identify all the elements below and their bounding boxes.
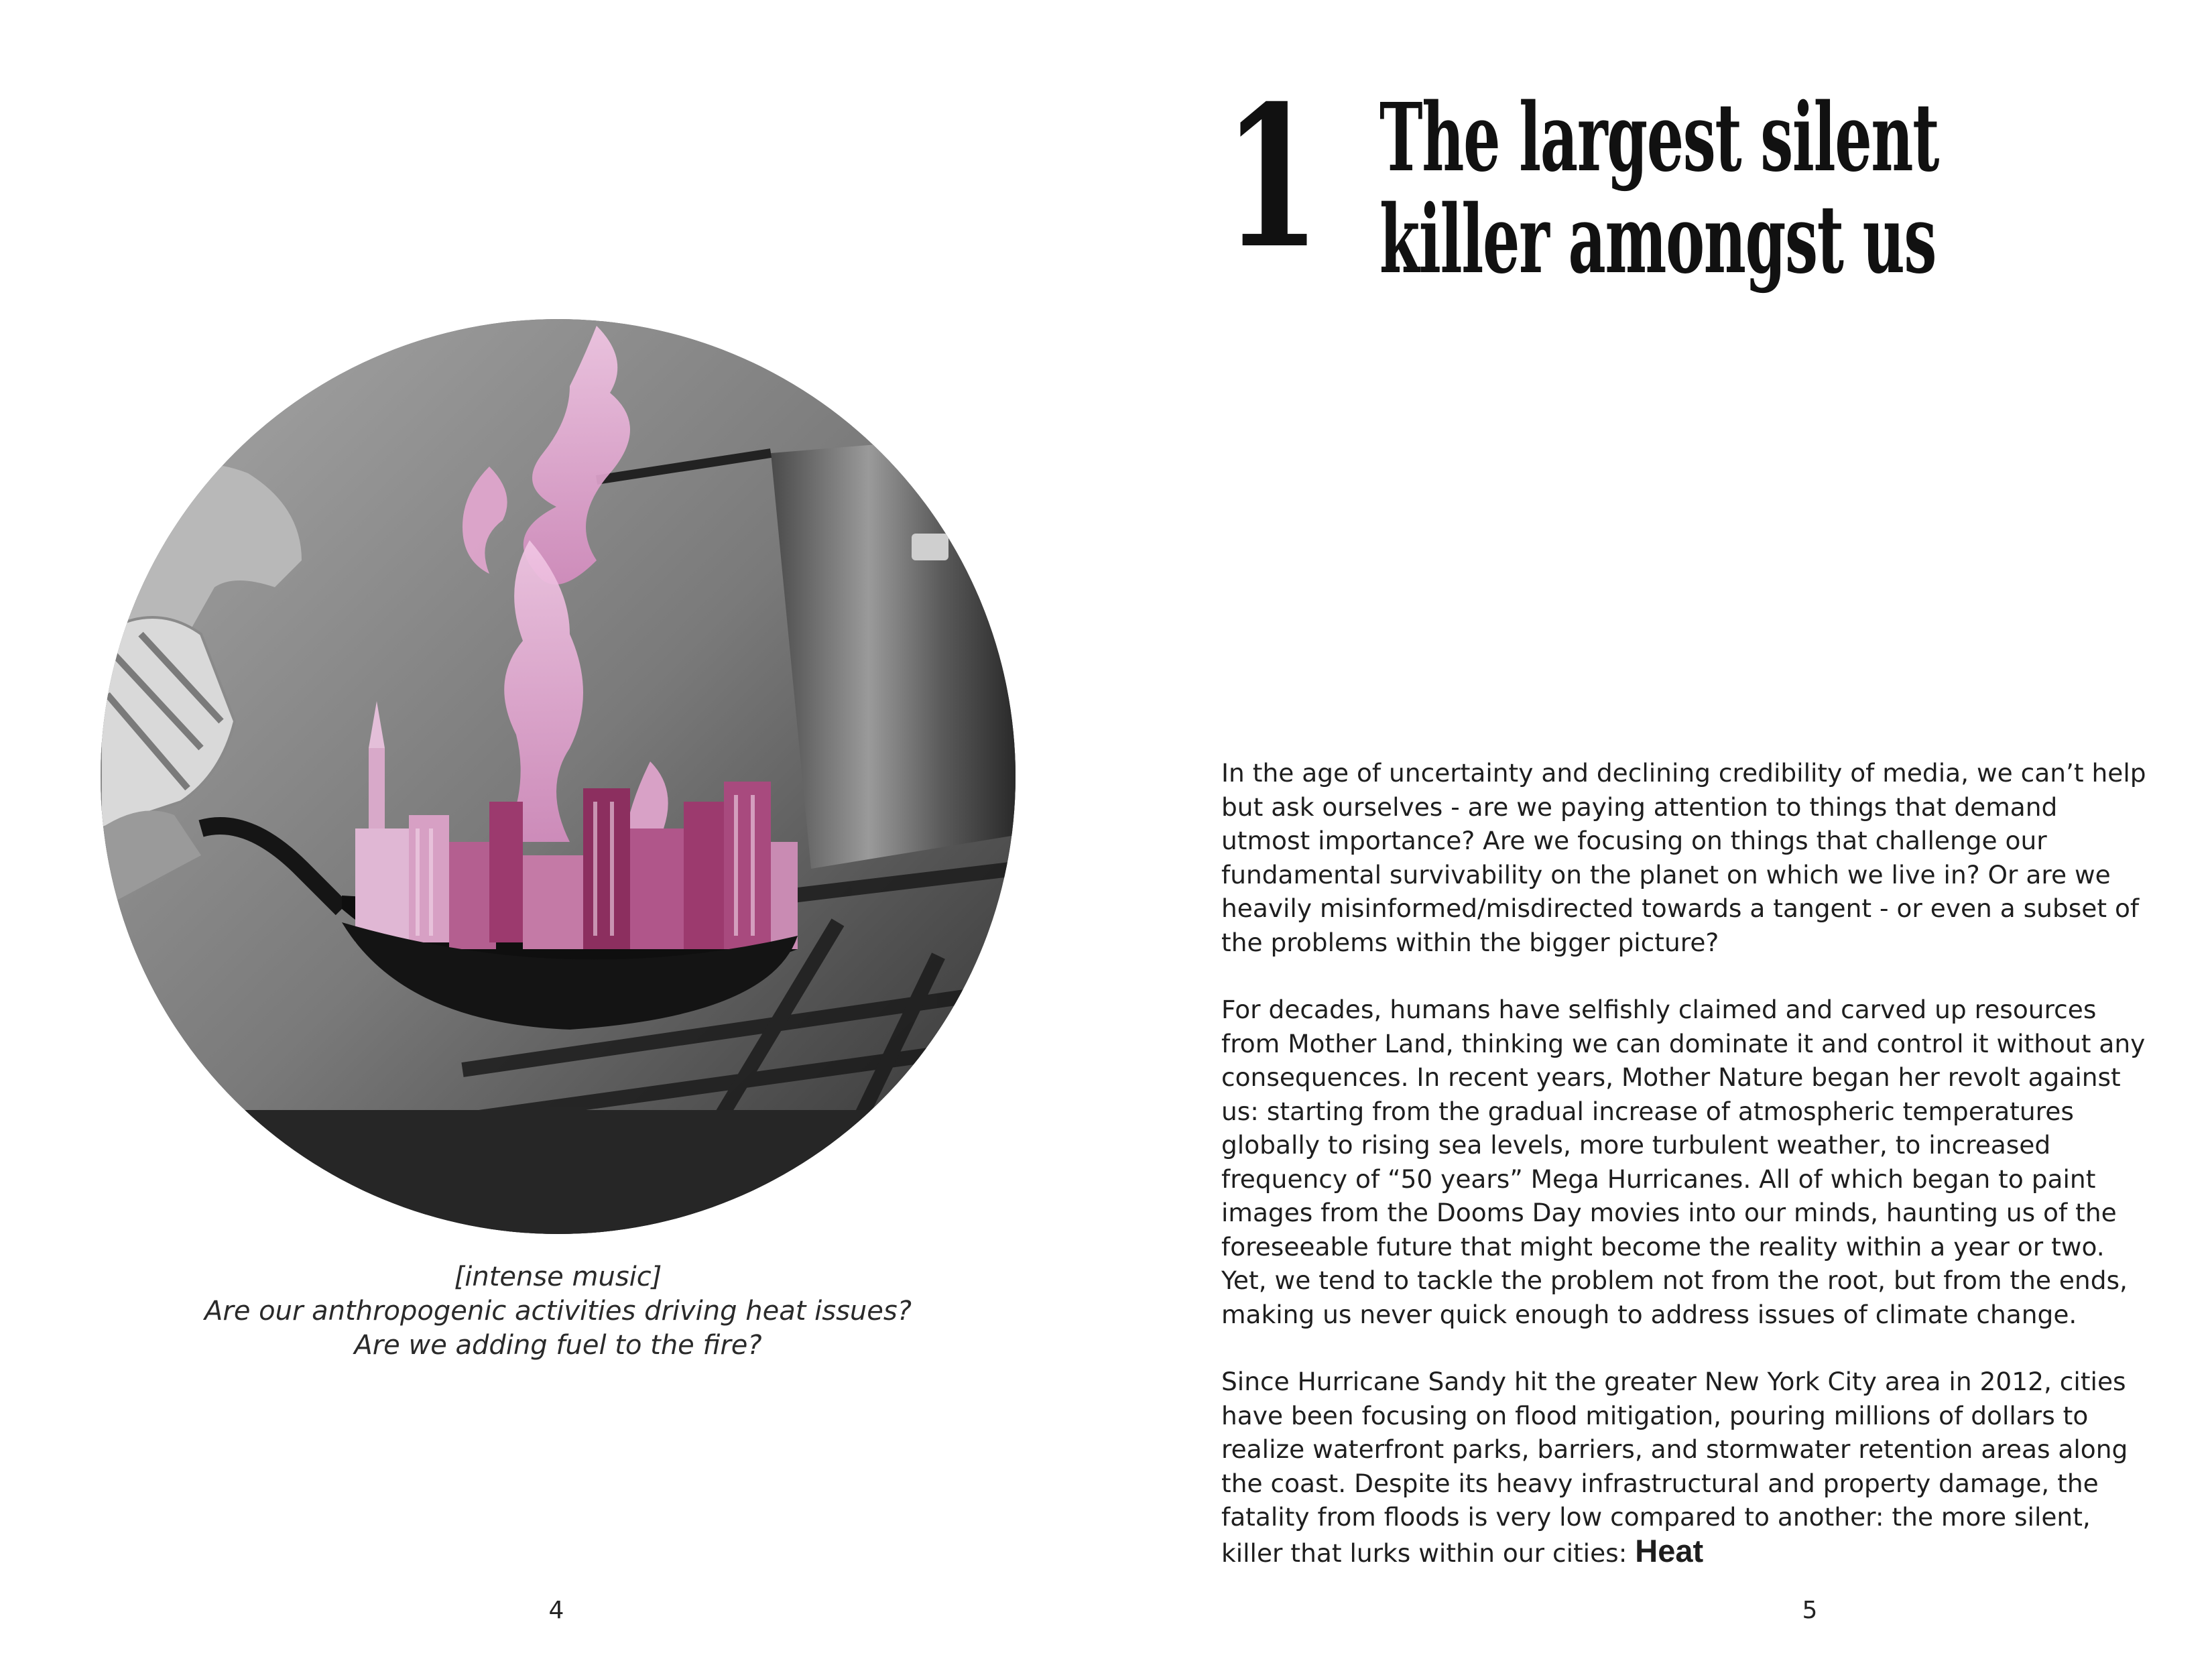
heat-emphasis: Heat [1635,1532,1704,1569]
caption-line-2: Are our anthropogenic activities driving heat issues? [204,1296,912,1327]
caption-line-1: [intense music] [454,1262,662,1292]
chapter-number: 1 [1223,64,1318,292]
page-number-left: 4 [548,1597,564,1624]
chapter-title-line-1: The largest silent [1379,83,1939,193]
image-caption [101,1260,1016,1363]
chapter-title [1379,83,1939,295]
page-number-right: 5 [1802,1597,1818,1624]
paragraph-3-text: Since Hurricane Sandy hit the greater New York City area in 2012, cities have been focusing on flood mitigation, pouring millions of dollars to realize waterfront parks, barriers, and stormwater retention areas along the coast. Despite its heavy infrastructural and property damage, the fatality from floods is very low compared to another: the more silent, killer that lurks within our cities: [1221,1367,2128,1568]
wok-city-fire-collage [101,319,1016,1234]
right-page [1106,0,2212,1659]
collage-illustration [101,319,1016,1234]
body-text [1221,756,2146,1603]
paragraph-3 [1221,1365,2146,1570]
paragraph-2: For decades, humans have selfishly claimed and carved up resources from Mother Land, thinking we can dominate it and control it without any consequences. In recent years, Mother Nature began her revolt against us: starting from the gradual increase of atmospheric temperatures globally to rising sea levels, more turbulent weather, to increased frequency of “50 years” Mega Hurricanes. All of which began to paint images from the Dooms Day movies into our minds, haunting us of the foreseeable future that might become the reality within a year or two. Yet, we tend to tackle the problem not from the root, but from the ends, making us never quick enough to address issues of climate change. [1221,995,2146,1329]
chapter-title-line-2: killer amongst us [1379,185,1937,295]
caption-line-3: Are we adding fuel to the fire? [354,1330,762,1361]
paragraph-1: In the age of uncertainty and declining credibility of media, we can’t help but ask ourselves - are we paying attention to things that demand utmost importance? Are we focusing on things that challenge our fundamental survivability on the planet on which we live in? Or are we heavily misinformed/misdirected towards a tangent - or even a subset of the problems within the bigger picture? [1221,758,2146,957]
